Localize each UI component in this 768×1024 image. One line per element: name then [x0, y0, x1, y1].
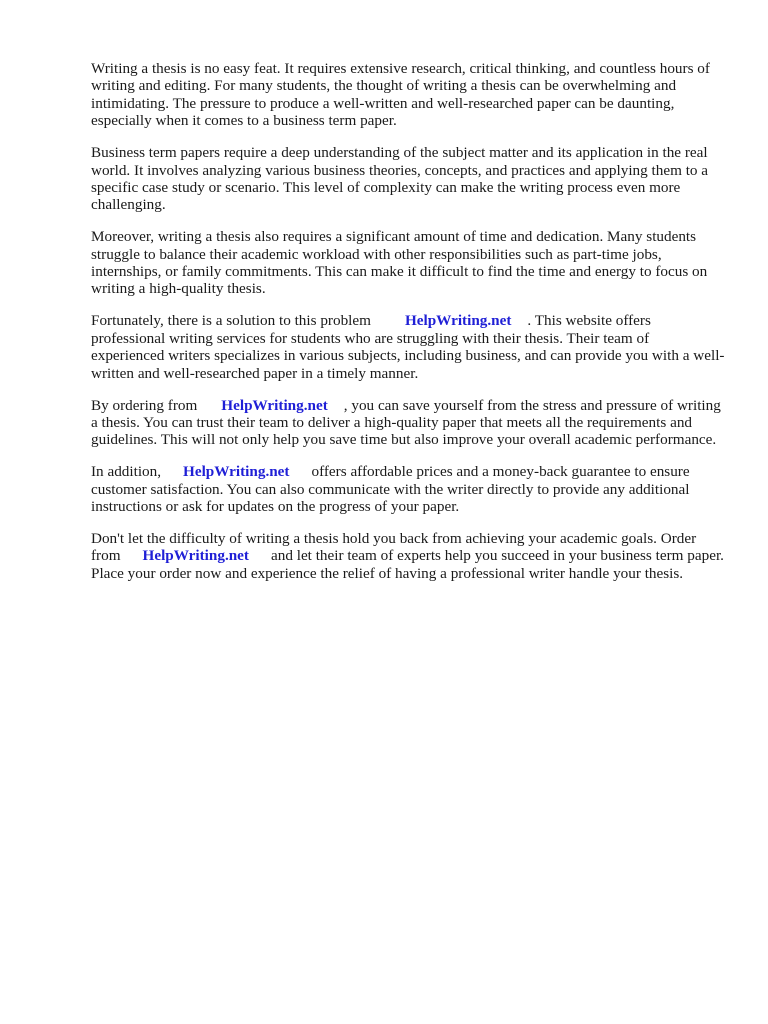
paragraph-ordering [91, 397, 725, 449]
paragraph-text: Don't let the difficulty of writing a thesis hold you back from achieving your academic goals. Order from [91, 529, 697, 565]
paragraph-text: Fortunately, there is a solution to this problem [91, 312, 371, 330]
paragraph-solution [91, 312, 725, 382]
helpwriting-link[interactable]: HelpWriting.net [221, 396, 328, 414]
paragraph-in-addition [91, 463, 725, 515]
paragraph-text: , you can save yourself from the stress and pressure of writing a thesis. You can trust their team to deliver a high-quality paper that meets all the requirements and guidelines. This will not only help you save time but also improve your overall academic performance. [91, 396, 721, 449]
paragraph-call-to-action [91, 530, 725, 582]
helpwriting-link[interactable]: HelpWriting.net [404, 312, 512, 330]
paragraph-text: By ordering from [91, 396, 198, 414]
helpwriting-link[interactable]: HelpWriting.net [142, 547, 249, 565]
helpwriting-link[interactable]: HelpWriting.net [183, 463, 290, 481]
paragraph-text: . This website offers professional writing services for students who are struggling with their thesis. Their team of experienced writers specializes in various subjects, including business, and can provide you with a well-written and well-researched paper in a timely manner. [91, 312, 725, 382]
document-page [91, 60, 725, 597]
paragraph-business-term-papers: Business term papers require a deep understanding of the subject matter and its application in the real world. It involves analyzing various business theories, concepts, and practices and applying them to a specific case study or scenario. This level of complexity can make the writing process even more challenging. [91, 144, 709, 214]
paragraph-text: and let their team of experts help you succeed in your business term paper. Place your order now and experience the relief of having a professional writer handle your thesis. [91, 547, 724, 582]
paragraph-time-dedication: Moreover, writing a thesis also requires a significant amount of time and dedication. Many students struggle to balance their academic workload with other responsibilities such as part-time jobs, internships, or family commitments. This can make it difficult to find the time and energy to focus on writing a high-quality thesis. [91, 228, 708, 298]
paragraph-text: In addition, [91, 463, 162, 481]
paragraph-intro: Writing a thesis is no easy feat. It requires extensive research, critical thinking, and countless hours of writing and editing. For many students, the thought of writing a thesis can be overwhelming and intimidating. The pressure to produce a well-written and well-researched paper can be daunting, especially when it comes to a business term paper. [91, 60, 710, 130]
paragraph-text: offers affordable prices and a money-back guarantee to ensure customer satisfaction. You can also communicate with the writer directly to provide any additional instructions or ask for updates on the progress of your paper. [91, 463, 690, 516]
